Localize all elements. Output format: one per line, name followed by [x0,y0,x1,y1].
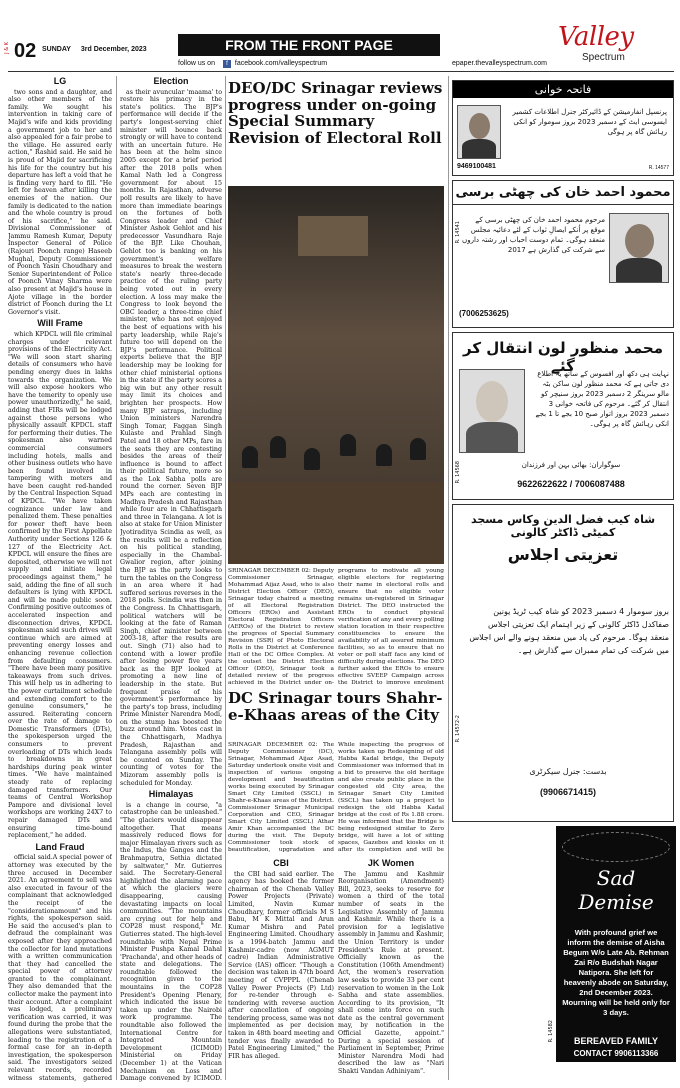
epaper-link[interactable]: epaper.thevalleyspectrum.com [452,60,547,67]
jk-women-story [338,856,444,1080]
column-1 [8,74,112,1082]
election-text: as their avuncular 'maama' to restore his primacy in the state's politics. The BJP's performance will decide if the party's longest-serving chief minister will bounce back strongly or will have to contend with an uncertain future. He has been at the helm since 2005 except for a brief period after the 2018 polls when Kamal Nath led a Congress government for about 15 months. In Rajasthan, adverse poll results are likely to have more than immediate bearings on the fortunes of both Congress leader and Chief Minister Ashok Gehlot and his predecessor Vasundhara Raje of the BJP. Like Chouhan, Gehlot too is banking on his government's welfare measures to break the western state's nearly three-decade practice of the ruling party being voted out in every election. A loss may make the Congress to look beyond the OBC leader, a three-time chief minister, who has not enjoyed the best of equations with his party leadership, while Raje's future too will depend on the BJP's performance. Political experts believe that the BJP leadership may be looking for other chief ministerial options in the state if the party scores a big win but any other result may limit its choices and brighten her prospects. How many BJP satraps, including Union ministers Narendra Singh Tomar, Faggan Singh Kulaste and Prahlad Singh Patel and 18 other MPs, fare in the seats they are contesting besides the areas of their influence is bound to affect their political future, more so as the Lok Sabha polls are round the corner. Seven BJP MPs each are contesting in Madhya Pradesh and Rajasthan while four are in Chhattisgarh and three in Telangana. A lot is also at stake for Union Minister Jyotiraditya Scindia as well, as the results will be a reflection on his political standing, especially in the Chambal-Gwalior region, after joining the BJP as the party looks to turn the tables on the Congress in an area where it had suffered serious reverses in the 2018 polls. Scindia was then in the Congress. In Chhattisgarh, political watchers will be looking at the fate of Raman Singh, chief minister between 2003-18, after the results are out. Singh (71) also had to contend with a lower profile after losing power five years back as the BJP looked at promoting a new line of leadership in the state. But frequent praise of his government's performance by the party's top brass, including Prime Minister Narendra Modi, on the stump has boosted the buzz around him. Votes cast in the Chhattisgarh, Madhya Pradesh, Rajasthan and Telangana assembly polls will be counted on Sunday. The counting of votes for the Mizoram assembly polls is scheduled for Monday. [120,88,222,787]
section-banner: FROM THE FRONT PAGE [178,34,440,56]
column-divider [116,76,117,1080]
story-2-text-left: SRINAGAR DECEMBER 02: The Deputy Commissioner (DC), Srinagar, Mohammad Aijaz Asad, Saturday undertook onsite visit and inspection of various ongoing development and beautification works being executed by Srinagar Smart City Limited (SSCL) in Shahr-e-Khaas areas of the District. Commissioner Srinagar Municipal Corporation and CEO, Srinagar Smart City Limited (SSCL) Athar Amir Khan accompanied the DC during the visit. The Deputy Commissioner took stock of beautification, upgradation and [228,742,334,853]
election-title: Election [153,76,189,86]
himalayas-text: is a change in course, "a catastrophe can be unleashed." "The glaciers would disappear altogether. That means massively reduced flows for major Himalayan rivers such as the Indus, the Ganges and the Brahmaputra, Sethia dictated by saltwater," Mr. Gutierres said. The Secretary-General highlighted the alarming pace at which the glaciers were disappearing, causing devastating impacts on local communities. "The mountains are crying out for help and COP28 must respond," Mr. Gutierres stated. The high-level roundtable with Nepal Prime Minister Pushpa Kamal Dahal 'Prachanda', and other heads of state and delegations. The roundtable followed the recognition given to the mountains in the COP28 President's Opening Plenary, which indicated the issue be taken up under the Nairobi work programme. The roundtable also followed the International Centre for Integrated Mountain Development (ICIMOD) Ministerial on Friday (December 1) at the Vatican Mechanism on Loss and Damage convened by ICIMOD. [120,801,222,1082]
fateha-title: فاتحہ خوانی [453,81,673,98]
dateline [42,46,155,53]
facebook-link[interactable]: facebook.com/valleyspectrum [234,60,328,67]
shahcab-reg: R. 14572-2 [455,715,461,743]
masthead-rule [8,71,674,72]
fateha-reg: R. 14577 [648,165,669,171]
story-1-text-right: programs to motivate all young eligible electors for registering their name in electoral rolls and ensure that no eligible voter remains un-registered in Srinagar District. The DEO instructed the EROs to conduct physical verification of any and every polling station location in their respective constituencies to ensure the availability of all assured minimum facilities, so as to ensure that no voter or poll staff face any kind of difficulty during elections. The DEO further asked the EROs to ensure effective SVEEP Campaign across the District to improve enrolment [338,568,444,684]
masthead [0,0,680,72]
sad-demise-reg: R. 14582 [548,1020,554,1043]
himalayas-title: Himalayas [148,789,194,800]
date-label: 3rd December, 2023 [80,46,147,53]
shahcab-subtitle: تعزیتی اجلاس [507,545,619,564]
day-label: SUNDAY [42,46,71,53]
facebook-icon: f [223,60,231,68]
mehmood-reg: R. 14541 [455,221,461,244]
jk-women-text: The Jammu and Kashmir Reorganisation (Amendment) Bill, 2023, seeks to reserve for women a third of the total number of seats in the Legislative Assembly of Jammu and Kashmir. While there is a provision for a legislative assembly in Jammu and Kashmir, the Union Territory is under President's Rule at present. Officially known as the Constitution (106th Amendment) Act, the women's reservation law seeks to provide 33 per cent reservation to women in the Lok Sabha and state assemblies. According to its provision, "It shall come into force on such date as the central government may, by notification in the Official Gazette, appoint." During a special session of Parliament in September, Prime Minister Narendra Modi had described the law as "Nari Shakti Vandan Adhiniyam". [338,870,444,1076]
fateha-text: پرنسپل انفارمیشن کے ڈائیرکٹر جنرل اطلاعات کشمیر ایسوسی ایٹ کے دسمبر 2023 بروز سوموار کو انکی رہائش گاہ پر ہوگی [512,108,667,136]
sad-demise-ad [556,826,676,1062]
logo-sub: Spectrum [582,52,625,63]
manzoor-contact: سوگواران: بھائی بہن اور فرزندان [521,461,621,469]
story-1-headline: DEO/DC Srinagar reviews progress under on-going Special Summary Revision of Electoral Roll [228,79,443,147]
bereaved-family: BEREAVED FAMILY [556,1036,676,1046]
column-divider [448,76,449,1080]
manzoor-portrait [459,369,525,453]
shahcab-sign: بدست: جنرل سیکرٹری [529,767,607,776]
fateha-portrait [457,105,501,159]
shahcab-ad [452,504,674,822]
land-fraud-text: official said.A special power of attorney was executed by the three accused in December 2021. An agreement to sell was also executed in favour of the complainant that acknowledged the receipt of the "considerationamount" and his rights, the spokesperson said. He said the accused's plan to defraud the complainant was exposed after they approached the collector for land mutations with a written communication that they had cancelled the special power of attorney granted to the complainant. They also demanded that the collector make the payment into their account. After a complaint was lodged, a preliminary verification was carried, it was found during the probe that the allegations were substantiated, leading to the registration of a formal case for an in-depth investigation, the spokesperson said. The investigators seized relevant records, recorded witness statements, gathered [8,854,112,1082]
manzoor-title: محمد منظور لون انتقال کر گئے [462,339,663,375]
manzoor-text: نہایت ہی دکھ اور افسوس کے ساتھ یہ اطلاع دی جاتی ہے کہ محمد منظور لون ساکن بٹہ مالو سرینگر 2 دسمبر 2023 بروز سنیچر کو انتقال کر گئے۔ مرحوم کی فاتحہ خوانی 3 دسمبر 2023 بروز اتوار صبح 10 بجے تا 1 بجے انکی رہائش گاہ پر ہوگی۔ [535,370,669,428]
jk-women-title: JK Women [367,858,415,868]
follow-label: follow us on [178,60,215,67]
sad-demise-title: Sad Demise [578,866,654,914]
meeting-photo [228,186,444,564]
will-frame-text: which KPDCL will file criminal charges under relevant provisions of the Electricity Act. "We will soon start sharing details of consumers who have pending energy dues in lakhs towards the organization. We will also expose hookers who have the temerity to openly use power unauthorizedly," he said, adding that FIRs will be lodged against those persons who physically assault KPDCL staff for performing their duties. The spokesman also warned commercial consumers including hotels, malls and other business outlets who have been found involved in tampering with meters and have been caught red-handed by the Central Inspection Squad of KPDCL. "We have taken cognizance under law and penalized them. These penalties for power theft have been confirmed by the First Appellate Authority under Sections 126 & 127 of the Electricity Act. KPDCL will ensure the fines are deposited, otherwise we will not supply and initiate legal proceedings against them," he said, adding the fine of all such defaulters is lying with KPDCL and will be made public soon. Confirming positive outcomes of accelerated inspection and disconnection drives, KPDCL spokesman said such drives will continue which are aimed at preventing energy losses and enhancing revenue collection from defaulting consumers. "There have been many positive takeaways from such drives. This will help us in adhering to the power curtailment schedule and extending comfort to the genuine consumers," he assured. Reiterating concern over the rate of damage to Domestic Transformers (DTs), the spokesperson urged the consumers to prevent overloading of DTs which leads to breakdowns in great hardships during peak winter times. "We have maintained steady rate of replacing damaged transformers. Our teams of Central Workshop Pampore and divisional level workshops are working 24X7 to repair damaged DTs and ensuring time-bound replacement," he added. [8,331,112,840]
story-1-text-left: SRINAGAR DECEMBER 02: Deputy Commissioner Srinagar, Mohammad Aijaz Asad, who is also District Election Officer (DEO), Srinagar today chaired a meeting of all Electoral Registration Officers (EROs) and Assistant Electoral Registration Officers (AEROs) of the District to review the progress of Special Summary Revision (SSR) of Photo Electoral Rolls in the District at Conference Hall of the DC Office Complex. At the outset the District Election Officer (DEO), Srinagar took a detailed review of the progress achieved in the District under on- [228,568,334,684]
will-frame-title: Will Frame [37,318,83,329]
cbi-story [228,856,334,1080]
shahcab-text: بروز سوموار 4 دسمبر 2023 کو شاہ کیب ٹریڈ یونین صفاکدل ڈاکٹر کالونی کے زیر اہتمام ایک تعزیتی اجلاس منعقد ہوگا۔ مرحوم کی یاد میں منعقد ہونے والے اس اجلاس میں شرکت کی تمام ممبران سے گذارش ہے۔ [469,607,669,655]
follow-line [178,60,327,68]
mehmood-phone: (7006253625) [459,309,509,318]
cbi-text: the CBI had said earlier. The agency has booked the former chairman of the Chenab Valley Power Projects (Private) Limited, Navin Kumar Choudhary, former officials M S Babu, M K Mittal and Arun Kumar Mishra and Patel Engineering Limited. Choudhary is a 1994-batch Jammu and Kashmir-cadre (now AGMUT cadre) Indian Administrative Service (IAS) officer. "Though a decision was taken in 47th board meeting of CVPPPL (Chenab Valley Power Projects (P) Ltd) for re-tender through e-tendering with reverse auction after cancellation of ongoing tendering process, same was not implemented as per decision taken in 48th board meeting and tender was finally awarded to Patel Engineering Limited," the FIR has alleged. [228,870,334,1060]
story-2-text-right: While inspecting the progress of works taken up Redesigning of old Habba Kadal bridge, the Deputy Commissioner was informed that in a bid to preserve the old heritage and also create public place in the congested old City area, the Srinagar Smart City Limited (SSCL) has taken up a project to redesign the old Habba Kadal bridge at the cost of Rs 1.88 crore. He was informed that the Bridge is being redesigned similar to Zero bridge, will have a lot of sitting spaces, Gazebos and kiosks on it after its completion and will be [338,742,444,853]
story-2-headline: DC Srinagar tours Shahr-e-Khaas areas of the City [228,689,443,724]
manzoor-reg: R. 14568 [455,461,461,484]
mehmood-title: محمود احمد خان کی چھٹی برسی [453,181,673,205]
land-fraud-title: Land Fraud [35,841,85,852]
mehmood-portrait [609,213,669,283]
shahcab-title: شاہ کیب فضل الدین وکاس مسجد کمیٹی ڈاکٹر کالونی [470,513,656,539]
logo-main: Valley [558,22,634,52]
sad-demise-contact: CONTACT 9906113366 [573,1049,659,1058]
sad-demise-text: With profound grief we inform the demise of Aisha Begum W/o Late Ab. Rehman Zai R/o Budshah Nagar Natipora. She left for heavenly abode on Saturday, 2nd December 2023. Mourning will be held only for 3 days. [562,928,670,1017]
column-divider [225,76,226,1080]
valley-spectrum-logo [558,22,674,68]
column-2 [120,74,222,1082]
lg-title: LG [53,76,67,86]
manzoor-phones: 9622622622 / 7006087488 [517,479,625,489]
fateha-phone: 9469100481 [457,163,496,170]
mehmood-text: مرحوم محمود احمد خان کی چھٹی برسی کے موقع پر اُنکے ایصالِ ثواب کے لئے دعائیہ مجلس منعقد ہوگی۔ تمام دوست احباب اور رشتہ داروں سے شرکت کی گذارش ہے 2017 [462,216,605,254]
flower-decoration [562,832,670,862]
shahcab-phone: (9906671415) [539,787,597,797]
page-number: 02 [14,40,37,62]
manzoor-ad [452,332,674,500]
lg-text: two sons and a daughter, and also other members of the family. We sought his intervention in taking care of Majid's wife and kids providing a government job to her and also appealed for a fair probe to the village. He assured early action," Rashid said. He said he is proud of Majid for sacrificing his life for the country but his departure has left a void that he is finding very hard to fill. "He left for heaven after killing the enemies of the nation. Our family is dedicated to the nation and the whole country is proud of his sacrifice," he said. Divisional Commissioner of Jammu Ramesh Kumar, Deputy Inspector General of Police (Rajouri Poonch range) Haseeb Mughal, Deputy Commissioner of Poonch Yasin Choudhary and Senior Superintendent of Police of Poonch Vinay Sharma were also present at Majid's house in Ajote village in the border district of Poonch during the Lt Governor's visit. [8,88,112,316]
side-tag: J & K [4,42,10,54]
mehmood-ad [452,180,674,328]
fateha-ad [452,80,674,176]
cbi-title: CBI [273,858,289,868]
